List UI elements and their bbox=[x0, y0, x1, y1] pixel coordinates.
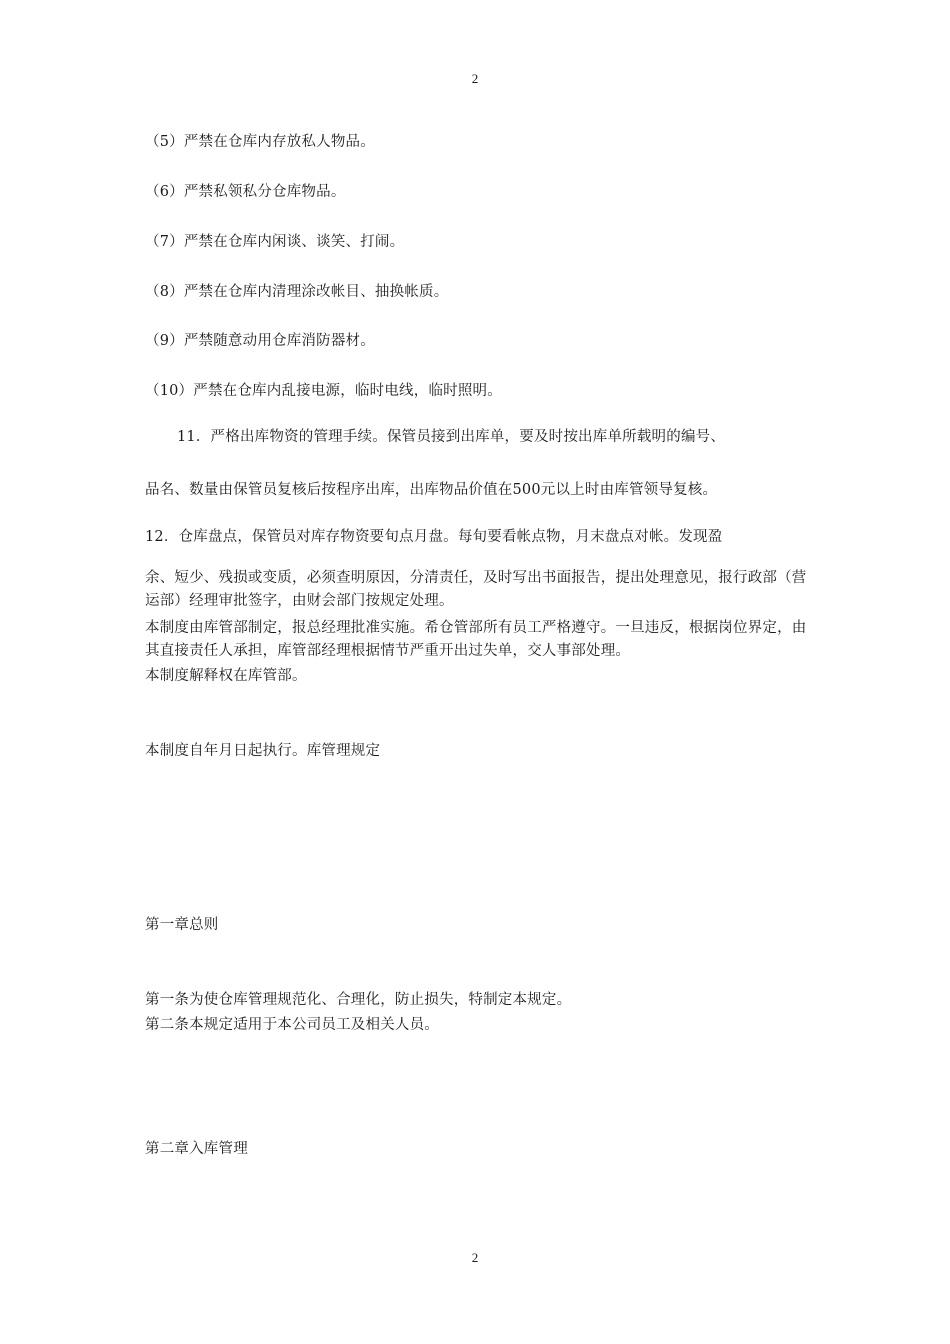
rule-item-7: （7）严禁在仓库内闲谈、谈笑、打闹。 bbox=[145, 234, 405, 250]
rule-item-10: （10）严禁在仓库内乱接电源，临时电线，临时照明。 bbox=[145, 383, 502, 399]
rule-item-9: （9）严禁随意动用仓库消防器材。 bbox=[145, 333, 375, 349]
rule-item-8: （8）严禁在仓库内清理涂改帐目、抽换帐质。 bbox=[145, 284, 449, 300]
footer-page-number: 2 bbox=[471, 1250, 479, 1265]
effective-date-text: 本制度自年月日起执行。库管理规定 bbox=[145, 743, 381, 759]
chapter-2-title: 第二章入库管理 bbox=[145, 1141, 248, 1157]
header-page-number: 2 bbox=[471, 71, 479, 86]
article-1: 第一条为使仓库管理规范化、合理化，防止损失，特制定本规定。 bbox=[145, 992, 572, 1008]
item-12-paragraph: 余、短少、残损或变质，必须查明原因，分清责任，及时写出书面报告，提出处理意见，报行政部（营运部）经理审批签字，由财会部门按规定处理。 bbox=[145, 570, 807, 609]
chapter-1-title: 第一章总则 bbox=[145, 917, 219, 933]
item-11-line-1: 11．严格出库物资的管理手续。保管员接到出库单，要及时按出库单所载明的编号、 bbox=[177, 429, 726, 445]
article-2: 第二条本规定适用于本公司员工及相关人员。 bbox=[145, 1017, 439, 1033]
item-11-line-2: 品名、数量由保管员复核后按程序出库，出库物品价值在500元以上时由库管领导复核。 bbox=[145, 482, 718, 498]
item-12-line-1: 12．仓库盘点，保管员对库存物资要旬点月盘。每旬要看帐点物，月末盘点对帐。发现盈 bbox=[145, 529, 723, 545]
rule-item-5: （5）严禁在仓库内存放私人物品。 bbox=[145, 134, 375, 150]
rule-item-6: （6）严禁私领私分仓库物品。 bbox=[145, 184, 346, 200]
rule-formulation-paragraph: 本制度由库管部制定，报总经理批准实施。希仓管部所有员工严格遵守。一旦违反，根据岗位界定，由其直接责任人承担，库管部经理根据情节严重开出过失单，交人事部处理。 bbox=[145, 620, 807, 659]
interpretation-text: 本制度解释权在库管部。 bbox=[145, 668, 307, 684]
